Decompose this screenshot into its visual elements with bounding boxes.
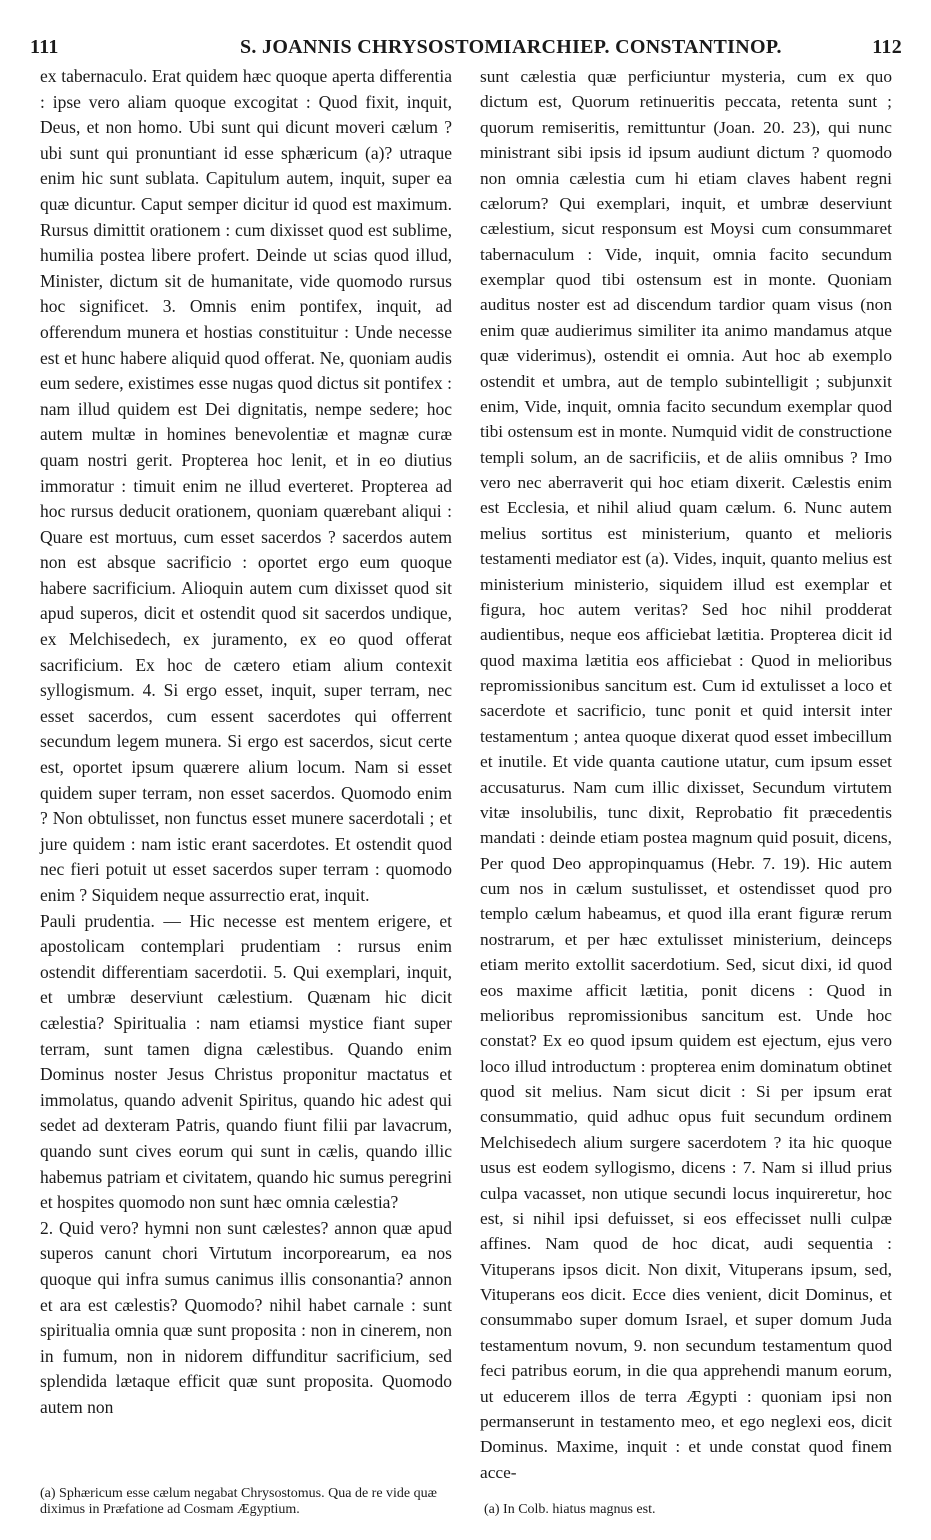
running-title-right: ARCHIEP. CONSTANTINOP. (512, 36, 782, 58)
right-column (480, 64, 892, 1485)
running-title-left: S. JOANNIS CHRYSOSTOMI (240, 36, 512, 58)
left-paragraph-2: Pauli prudentia. — Hic necesse est mentem erigere, et apostolicam contemplari prudentiam : rursus enim ostendit differentiam sacerdotii. 5. Qui exemplari, inquit, et umbræ deserviunt cælestium. Quænam hic dicit cælestia? Spiritualia : nam etiamsi mystice fiant super terram, sunt tamen digna cælestibus. Quando enim Dominus noster Jesus Christus proponitur mactatus et immolatus, quando advenit Spiritus, quando hic adest qui sedet ad dexteram Patris, quando fiunt filii par lavacrum, quando sunt cives eorum qui sunt in cælis, quando illic habemus patriam et civitatem, quando hic sumus peregrini et hospites quomodo non sunt hæc omnia cælestia? (40, 910, 452, 1213)
right-paragraph-1: sunt cælestia quæ perficiuntur mysteria, cum ex quo dictum est, Quorum retinueritis peccata, retenta sunt ; quorum remiseritis, remittuntur (Joan. 20. 23), qui nunc ministrant sibi ipsis id ipsum audiunt dictum ? quomodo non omnia cælestia cum hi etiam claves habent regni cælorum? Qui exemplari, inquit, et umbræ deserviunt cælestium, sicut responsum est Moysi cum consummaret tabernaculum : Vide, inquit, omnia facito secundum exemplar quod tibi ostensum est in monte. Quoniam auditus noster est ad discendum tardior quam visus (non enim quæ audierimus similiter ita animo mandamus atque quæ viderimus), ostendit ei omnia. Aut hoc ab exemplo ostendit et umbra, aut de templo subintelligit ; subjunxit enim, Vide, inquit, omnia facito secundum exemplar quod tibi ostensum est in monte. Numquid vidit de constructione templi solum, an de sacrificiis, et de aliis omnibus ? Imo vero nec aberraverit qui hoc etiam dixerit. Cælestis enim est Ecclesia, et nihil aliud quam cælum. 6. Nunc autem melius sortitus est ministerium, quanto et melioris testamenti mediator est (a). Vides, inquit, quanto melius est ministerium ministerio, siquidem illud est exemplar et figura, hoc autem veritas? Sed hoc nihil prodderat audientibus, neque eos afficiebat lætitia. Propterea dicit id quod maxima lætitia eos afficiebat : Quod in melioribus repromissionibus sancitum est. Cum id extulisset a loco et sacerdote et sacrificio, tunc ponit et quid intersit inter testamentum ; antea quoque dixerat quod esset imbecillum et inutile. Et vide quanta cautione utatur, cum ipsum esset accusaturus. Nam cum illic dixisset, Secundum virtutem vitæ insolubilis, tunc dixit, Reprobatio fit præcedentis mandati : deinde etiam postea magnum quid posuit, dicens, Per quod Deo appropinquamus (Hebr. 7. 19). Hic autem cum nos in cælum sustulisset, et ostendisset quod pro templo cælum habeamus, et quod illa erant figuræ rerum nostrarum, et per hæc extulisset ministerium, deinceps etiam merito extollit sacerdotium. Sed, sicut dixi, id quod eos maxime afficit lætitia, ponit dicens : Quod in melioribus repromissionibus sancitum est. Unde hoc constat? Ex eo quod ipsum quidem est ejectum, ejus vero loco illud introductum : propterea enim dominatum obtinet quod sit melius. Nam sicut dicit : Si per ipsum erat consummatio, quid adhuc opus fuit secundum ordinem Melchisedech alium surgere sacerdotem ? ita hic quoque usus est eodem syllogismo, dicens : 7. Nam si illud prius culpa vacasset, non utique secundi locus inquireretur, hoc est, si nihil ipsi defuisset, si eos effecisset nulli culpæ affines. Nam quod de hoc dicat, audi sequentia : Vituperans ipsos dicit. Non dixit, Vituperans ipsum, sed, Vituperans eos dicit. Ecce dies venient, dicit Dominus, et consummabo super domum Israel, et super domum Juda testamentum novum, 9. non secundum testamentum quod feci patribus eorum, in die qua apprehendi manum eorum, ut educerem illos de terra Ægypti : quoniam ipsi non permanserunt in testamento meo, et ego neglexi eos, dicit Dominus. Maxime, inquit : et unde constat quod finem acce- (480, 67, 892, 1482)
left-paragraph-3: 2. Quid vero? hymni non sunt cælestes? annon quæ apud superos canunt chori Virtutum incorporearum, ea nos quoque qui infra sumus canimus illis consonantia? annon et ara est cælestis? Quomodo? nihil habet carnale : sunt spiritualia omnia quæ sunt proposita : non in cinerem, non in fumum, non in nidorem diffunditur sacrificium, sed splendida lætaque efficit quæ sunt proposita. Quomodo autem non (40, 1217, 452, 1417)
footnote-right: (a) In Colb. hiatus magnus est. (484, 1502, 656, 1517)
running-head (30, 30, 902, 62)
footnote-left: (a) Sphæricum esse cælum negabat Chrysostomus. Qua de re vide quæ diximus in Præfatione ad Cosmam Ægyptium. (40, 1486, 437, 1517)
left-column (40, 64, 452, 1420)
page-number-left: 111 (30, 36, 59, 58)
page-number-right: 112 (872, 36, 902, 58)
left-paragraph-1: ex tabernaculo. Erat quidem hæc quoque aperta differentia : ipse vero aliam quoque excogitat : Quod fixit, inquit, Deus, et non homo. Ubi sunt qui dicunt moveri cælum ? ubi sunt qui pronuntiant id esse sphæricum (a)? utraque enim hic sunt sublata. Capitulum autem, inquit, super ea quæ dicuntur. Caput semper dicitur id quod est maximum. Rursus dimittit orationem : cum dixisset quod est sublime, humilia postea libere profert. Deinde ut scias quod illud, Minister, dictum sit de humanitate, vide quomodo rursus hoc significet. 3. Omnis enim pontifex, inquit, ad offerendum munera et hostias constituitur : Unde necesse est et hunc habere aliquid quod offerat. Ne, quoniam audis eum sedere, existimes esse nugas quod dictus sit pontifex : nam illud quidem est Dei dignitatis, nempe sedere; hoc autem multæ in homines benevolentiæ et magnæ curæ quam nostri gerit. Propterea hoc lenit, et in eo diutius immoratur : timuit enim ne illud everteret. Propterea ad hoc rursus deducit orationem, quoniam quærebant aliqui : Quare est mortuus, cum esset sacerdos ? sacerdos autem non est absque sacrificio : oportet ergo eum quoque habere sacrificium. Alioquin autem cum dixisset quod sit apud superos, dicit et ostendit quod sit sacerdos undique, ex Melchisedech, ex juramento, ex eo quod offerat sacrificium. Ex hoc de cætero etiam alium contexit syllogismum. 4. Si ergo esset, inquit, super terram, nec esset sacerdos, cum essent sacerdotes qui offerrent secundum legem munera. Si ergo est sacerdos, sicut certe est, oportet ipsum quærere alium locum. Nam si esset quidem super terram, non esset sacerdos. Quomodo enim ? Non obtulisset, non functus esset munere sacerdotali ; et jure quidem : nam istic erant sacerdotes. Et ostendit quod nec fieri potuit ut esset sacerdos super terram : quomodo enim ? Siquidem neque assurrectio erat, inquit. (40, 66, 452, 905)
